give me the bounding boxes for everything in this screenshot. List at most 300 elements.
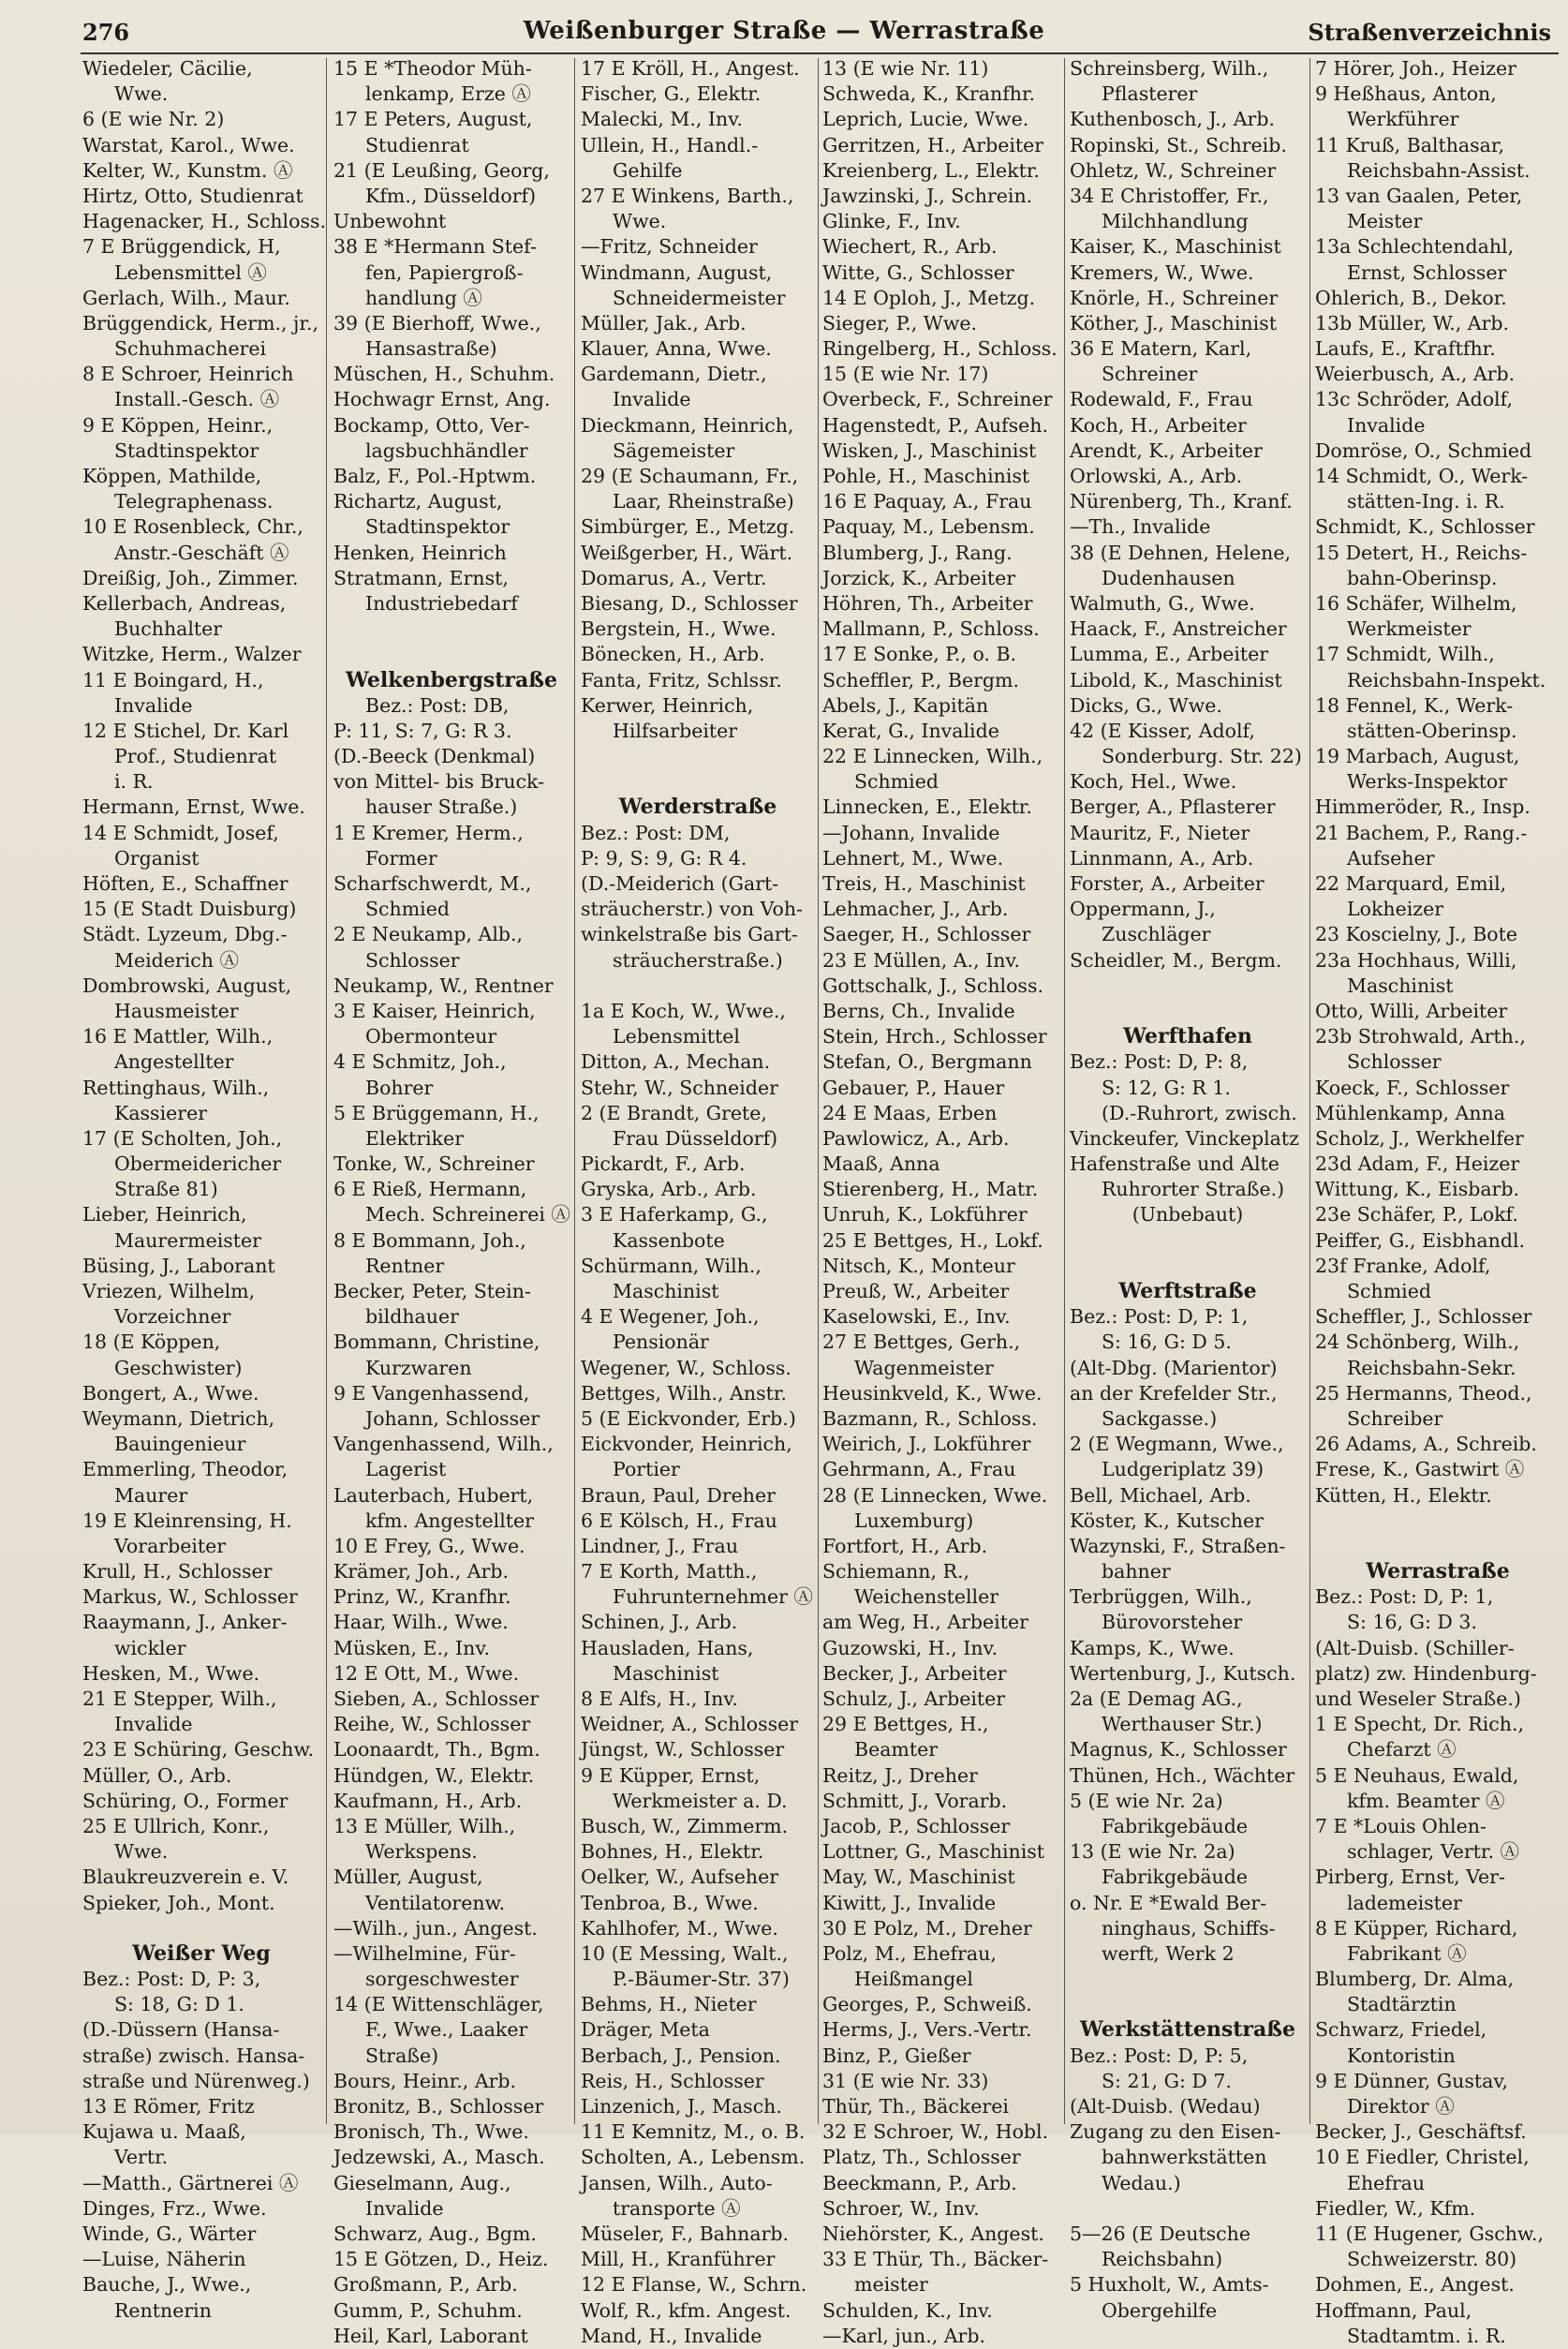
directory-entry-line: Bez.: Post: DM, — [581, 821, 731, 844]
directory-entry-line: Kontoristin — [1347, 2044, 1456, 2067]
directory-entry-line: 13 (E wie Nr. 2a) — [1070, 1840, 1235, 1864]
directory-entry-line: Fabrikant Ⓐ — [1347, 1941, 1467, 1965]
directory-entry-line: Witte, G., Schlosser — [822, 260, 1014, 284]
directory-entry-line: Straße 81) — [114, 1178, 218, 1201]
directory-entry-line: Bönecken, H., Arb. — [581, 643, 765, 666]
directory-entry-line: Hausmeister — [114, 999, 239, 1022]
directory-entry-line: Schmidt, K., Schlosser — [1315, 515, 1535, 539]
directory-entry-line: Laufs, E., Kraftfhr. — [1315, 337, 1496, 361]
directory-entry-line: lademeister — [1347, 1891, 1462, 1914]
directory-entry-line: Kelter, W., Kunstm. Ⓐ — [82, 158, 293, 182]
directory-entry-line: Peiffer, G., Eisbhandl. — [1315, 1228, 1526, 1252]
directory-entry-line: bahner — [1102, 1560, 1171, 1583]
directory-entry-line: Abels, J., Kapitän — [822, 693, 989, 717]
directory-entry-line: Henken, Heinrich — [333, 541, 507, 564]
directory-entry-line: bildhauer — [365, 1305, 459, 1329]
directory-entry-line: Wedau.) — [1102, 2171, 1181, 2194]
directory-entry-line: 17 E Peters, August, — [333, 108, 533, 131]
directory-entry-line: Kaselowski, E., Inv. — [822, 1305, 1011, 1329]
directory-entry-line: 21 E Stepper, Wilh., — [82, 1687, 277, 1710]
directory-entry-line: Obergehilfe — [1102, 2298, 1218, 2322]
directory-entry-line: (D.-Meiderich (Gart- — [581, 872, 779, 895]
directory-entry-line: Lieber, Heinrich, — [82, 1203, 247, 1227]
directory-entry-line: Gerlach, Wilh., Maur. — [82, 286, 290, 309]
section-title: Straßenverzeichnis — [1308, 19, 1551, 46]
directory-entry-line: Müller, Jak., Arb. — [581, 311, 747, 335]
directory-entry-line: Jedzewski, A., Masch. — [333, 2146, 545, 2169]
directory-entry-line: Warstat, Karol., Wwe. — [82, 133, 295, 156]
directory-entry-line: Städt. Lyzeum, Dbg.- — [82, 923, 288, 946]
directory-entry-line: Bez.: Post: DB, — [365, 693, 510, 717]
directory-entry-line: Arendt, K., Arbeiter — [1070, 439, 1263, 462]
directory-entry-line: Lebensmittel — [613, 1025, 740, 1048]
directory-entry-line: 18 (E Köppen, — [82, 1331, 221, 1354]
directory-entry-line: —Karl, jun., Arb. — [822, 2324, 985, 2347]
directory-entry-line: Ohletz, W., Schreiner — [1070, 158, 1277, 182]
directory-entry-line: 2 (E Brandt, Grete, — [581, 1101, 767, 1124]
directory-entry-line: Schmied — [365, 898, 450, 921]
directory-entry-line: Ullein, H., Handl.- — [581, 133, 759, 156]
directory-entry-line: Lokheizer — [1347, 898, 1444, 921]
directory-entry-line: 21 Bachem, P., Rang.- — [1315, 821, 1528, 844]
directory-entry-line: Forster, A., Arbeiter — [1070, 872, 1265, 895]
directory-entry-line: Biesang, D., Schlosser — [581, 591, 798, 615]
directory-entry-line: Sieger, P., Wwe. — [822, 311, 978, 335]
directory-entry-line: Rettinghaus, Wilh., — [82, 1076, 270, 1099]
directory-entry-line: Eickvonder, Heinrich, — [581, 1433, 792, 1456]
directory-entry-line: Behms, H., Nieter — [581, 1993, 757, 2016]
blank-line — [333, 642, 570, 667]
directory-entry-line: Kremers, W., Wwe. — [1070, 260, 1254, 284]
directory-entry-line: Büsing, J., Laborant — [82, 1254, 275, 1277]
directory-entry-line: Ringelberg, H., Schloss. — [822, 337, 1058, 361]
street-heading: Werrastraße — [1366, 1559, 1510, 1584]
street-heading: Werderstraße — [618, 795, 777, 820]
directory-entry-line: lenkamp, Erze Ⓐ — [365, 82, 531, 106]
directory-entry-line: 13 E Müller, Wilh., — [333, 1814, 516, 1837]
blank-line — [1315, 1509, 1561, 1534]
directory-entry-line: Krämer, Joh., Arb. — [333, 1560, 510, 1583]
directory-entry-line: Scheffler, P., Bergm. — [822, 668, 1019, 691]
directory-entry-line: 32 E Schroer, W., Hobl. — [822, 2120, 1049, 2144]
directory-entry-line: Bez.: Post: D, P: 1, — [1070, 1305, 1249, 1329]
directory-entry-line: (D.-Ruhrort, zwisch. — [1102, 1101, 1297, 1124]
directory-entry-line: Bazmann, R., Schloss. — [822, 1406, 1038, 1430]
directory-entry-line: 23e Schäfer, P., Lokf. — [1315, 1203, 1518, 1227]
directory-entry-line: Werkführer — [1347, 108, 1459, 131]
directory-entry-line: Glinke, F., Inv. — [822, 210, 961, 233]
directory-entry-line: Vorzeichner — [114, 1305, 231, 1329]
directory-entry-line: Stadtärztin — [1347, 1993, 1457, 2016]
directory-entry-line: Sackgasse.) — [1102, 1406, 1218, 1430]
directory-entry-line: Hausladen, Hans, — [581, 1636, 754, 1659]
directory-entry-line: Lebensmittel Ⓐ — [114, 260, 267, 284]
directory-entry-line: Linnecken, E., Elektr. — [822, 795, 1032, 819]
directory-entry-line: 14 E Oploh, J., Metzg. — [822, 286, 1036, 309]
directory-entry-line: 13c Schröder, Adolf, — [1315, 388, 1513, 411]
directory-entry-line: Weymann, Dietrich, — [82, 1406, 275, 1430]
directory-entry-line: Lindner, J., Frau — [581, 1534, 739, 1557]
directory-entry-line: Wwe. — [613, 210, 667, 233]
directory-entry-line: Hilfsarbeiter — [613, 719, 738, 742]
directory-entry-line: 5 (E Eickvonder, Erb.) — [581, 1406, 796, 1430]
directory-entry-line: Kütten, H., Elektr. — [1315, 1483, 1492, 1507]
directory-entry-line: 17 E Kröll, H., Angest. — [581, 57, 800, 80]
directory-entry-line: 4 E Wegener, Joh., — [581, 1305, 760, 1329]
directory-entry-line: Schlosser — [1347, 1050, 1442, 1074]
column-divider — [326, 58, 327, 2124]
directory-entry-line: 5 (E wie Nr. 2a) — [1070, 1789, 1223, 1812]
directory-entry-line: an der Krefelder Str., — [1070, 1381, 1278, 1405]
directory-entry-line: Schürmann, Wilh., — [581, 1254, 762, 1277]
directory-entry-line: Bell, Michael, Arb. — [1070, 1483, 1251, 1507]
directory-entry-line: kfm. Angestellter — [365, 1509, 534, 1532]
directory-entry-line: Schroer, W., Inv. — [822, 2196, 980, 2220]
directory-entry-line: Laar, Rheinstraße) — [613, 490, 794, 513]
directory-entry-line: 6 (E wie Nr. 2) — [82, 108, 225, 131]
blank-line — [1070, 2196, 1306, 2222]
directory-entry-line: Markus, W., Schlosser — [82, 1585, 298, 1609]
directory-entry-line: 23 E Schüring, Geschw. — [82, 1738, 315, 1762]
directory-entry-line: —Luise, Näherin — [82, 2248, 246, 2271]
directory-entry-line: Witzke, Herm., Walzer — [82, 643, 302, 666]
directory-entry-line: F., Wwe., Laaker — [365, 2018, 528, 2042]
directory-entry-line: Werkmeister a. D. — [613, 1789, 788, 1812]
running-title: Weißenburger Straße — Werrastraße — [523, 17, 1045, 45]
directory-entry-line: Schweda, K., Kranfhr. — [822, 82, 1036, 106]
directory-entry-line: 16 E Paquay, A., Frau — [822, 490, 1032, 513]
column-5 — [1070, 56, 1306, 2322]
header-rule — [81, 52, 1559, 54]
directory-entry-line: Blumberg, J., Rang. — [822, 541, 1013, 564]
directory-entry-line: Maschinist — [613, 1280, 719, 1302]
directory-entry-line: 11 E Boingard, H., — [82, 668, 264, 691]
directory-entry-line: Loonaardt, Th., Bgm. — [333, 1738, 540, 1762]
directory-entry-line: stätten-Ing. i. R. — [1347, 490, 1505, 513]
directory-entry-line: —Th., Invalide — [1070, 515, 1211, 539]
directory-entry-line: bahn-Oberinsp. — [1347, 566, 1498, 589]
directory-entry-line: Gieselmann, Aug., — [333, 2171, 511, 2194]
directory-entry-line: Pensionär — [613, 1331, 709, 1354]
directory-entry-line: 5 Huxholt, W., Amts- — [1070, 2273, 1269, 2297]
directory-entry-line: Höften, E., Schaffner — [82, 872, 288, 895]
blank-line — [581, 769, 815, 795]
directory-entry-line: Stierenberg, H., Matr. — [822, 1178, 1039, 1201]
directory-entry-line: 9 E Köppen, Heinr., — [82, 413, 274, 437]
directory-entry-line: S: 18, G: D 1. — [114, 1993, 244, 2016]
directory-entry-line: Lagerist — [365, 1458, 447, 1481]
directory-entry-line: Werkmeister — [1347, 617, 1472, 641]
directory-entry-line: von Mittel- bis Bruck- — [333, 770, 545, 794]
directory-entry-line: Sieben, A., Schlosser — [333, 1687, 540, 1710]
directory-entry-line: Preuß, W., Arbeiter — [822, 1280, 1010, 1302]
directory-entry-line: 8 E Schroer, Heinrich — [82, 363, 294, 386]
directory-entry-line: Stefan, O., Bergmann — [822, 1050, 1032, 1074]
directory-entry-line: Mill, H., Kranführer — [581, 2248, 776, 2271]
directory-entry-line: Scholz, J., Werkhelfer — [1315, 1126, 1524, 1150]
directory-entry-line: —Wilh., jun., Angest. — [333, 1916, 538, 1940]
directory-entry-line: Gumm, P., Schuhm. — [333, 2298, 523, 2322]
directory-entry-line: Schreinsberg, Wilh., — [1070, 57, 1269, 80]
directory-entry-line: Sonderburg. Str. 22) — [1102, 745, 1302, 768]
directory-entry-line: Dombrowski, August, — [82, 974, 292, 997]
directory-entry-line: (D.-Düssern (Hansa- — [82, 2018, 280, 2042]
directory-entry-line: Hoffmann, Paul, — [1315, 2298, 1472, 2322]
directory-entry-line: Fabrikgebäude — [1102, 1814, 1249, 1837]
directory-entry-line: 23 Koscielny, J., Bote — [1315, 923, 1518, 946]
directory-entry-line: Pirberg, Ernst, Ver- — [1315, 1866, 1505, 1889]
directory-entry-line: Reichsbahn) — [1102, 2248, 1223, 2271]
directory-entry-line: P: 9, S: 9, G: R 4. — [581, 846, 747, 870]
directory-entry-line: Aufseher — [1347, 846, 1435, 870]
street-heading: Weißer Weg — [132, 1940, 271, 1966]
directory-entry-line: Reis, H., Schlosser — [581, 2069, 764, 2092]
blank-line — [1315, 1534, 1561, 1559]
directory-entry-line: 5—26 (E Deutsche — [1070, 2222, 1250, 2245]
directory-entry-line: Stadtinspektor — [114, 439, 259, 462]
directory-entry-line: Ditton, A., Mechan. — [581, 1050, 771, 1074]
directory-entry-line: Magnus, K., Schlosser — [1070, 1738, 1287, 1762]
directory-entry-line: Maschinist — [613, 1661, 719, 1685]
directory-entry-line: 9 Heßhaus, Anton, — [1315, 82, 1497, 106]
directory-entry-line: (Alt-Dbg. (Marientor) — [1070, 1356, 1278, 1379]
directory-entry-line: wickler — [114, 1636, 186, 1659]
directory-entry-line: Scheffler, J., Schlosser — [1315, 1305, 1532, 1329]
directory-entry-line: 36 E Matern, Karl, — [1070, 337, 1252, 361]
directory-entry-line: Jansen, Wilh., Auto- — [581, 2171, 773, 2194]
directory-entry-line: 11 E Kemnitz, M., o. B. — [581, 2120, 806, 2144]
directory-entry-line: Jorzick, K., Arbeiter — [822, 566, 1016, 589]
directory-entry-line: Meister — [1347, 210, 1423, 233]
directory-entry-line: Hochwagr Ernst, Ang. — [333, 388, 551, 411]
directory-entry-line: Scheidler, M., Bergm. — [1070, 948, 1282, 972]
directory-entry-line: Chefarzt Ⓐ — [1347, 1738, 1457, 1762]
directory-entry-line: 38 (E Dehnen, Helene, — [1070, 541, 1291, 564]
directory-entry-line: 14 (E Wittenschläger, — [333, 1993, 544, 2016]
directory-entry-line: Pickardt, F., Arb. — [581, 1152, 746, 1176]
directory-entry-line: Invalide — [1347, 413, 1426, 437]
directory-entry-line: Schuhmacherei — [114, 337, 267, 361]
directory-entry-line: Blaukreuzverein e. V. — [82, 1866, 289, 1889]
directory-entry-line: 33 E Thür, Th., Bäcker- — [822, 2248, 1049, 2271]
directory-entry-line: Wiedeler, Cäcilie, — [82, 57, 253, 80]
directory-entry-line: Dräger, Meta — [581, 2018, 710, 2042]
directory-entry-line: Leprich, Lucie, Wwe. — [822, 108, 1029, 131]
directory-entry-line: Ernst, Schlosser — [1347, 260, 1507, 284]
directory-entry-line: Fuhrunternehmer Ⓐ — [613, 1585, 813, 1609]
directory-entry-line: kfm. Beamter Ⓐ — [1347, 1789, 1505, 1812]
directory-entry-line: stätten-Oberinsp. — [1347, 719, 1517, 742]
directory-entry-line: Simbürger, E., Metzg. — [581, 515, 795, 539]
column-2 — [333, 56, 570, 2347]
directory-entry-line: May, W., Maschinist — [822, 1866, 1015, 1889]
directory-entry-line: Müschen, H., Schuhm. — [333, 363, 555, 386]
directory-entry-line: Wertenburg, J., Kutsch. — [1070, 1661, 1296, 1685]
directory-entry-line: Bettges, Wilh., Anstr. — [581, 1381, 787, 1405]
directory-entry-line: Milchhandlung — [1102, 210, 1249, 233]
directory-entry-line: Nitsch, K., Monteur — [822, 1254, 1015, 1277]
directory-entry-line: Krull, H., Schlosser — [82, 1560, 273, 1583]
directory-entry-line: Prinz, W., Kranfhr. — [333, 1585, 511, 1609]
directory-entry-line: Organist — [114, 846, 200, 870]
directory-entry-line: 42 (E Kisser, Adolf, — [1070, 719, 1255, 742]
directory-entry-line: Weißgerber, H., Wärt. — [581, 541, 793, 564]
directory-entry-line: Brüggendick, Herm., jr., — [82, 311, 318, 335]
directory-entry-line: Weichensteller — [854, 1585, 999, 1609]
directory-entry-line: Braun, Paul, Dreher — [581, 1483, 776, 1507]
directory-entry-line: Schreiner — [1102, 363, 1198, 386]
directory-entry-line: 28 (E Linnecken, Wwe. — [822, 1483, 1048, 1507]
directory-entry-line: Dohmen, E., Angest. — [1315, 2273, 1515, 2297]
directory-entry-line: ninghaus, Schiffs- — [1102, 1916, 1276, 1940]
directory-entry-line: Lottner, G., Maschinist — [822, 1840, 1045, 1864]
directory-entry-line: 2 E Neukamp, Alb., — [333, 923, 524, 946]
directory-entry-line: Kiwitt, J., Invalide — [822, 1891, 997, 1914]
directory-entry-line: Nürenberg, Th., Kranf. — [1070, 490, 1293, 513]
directory-entry-line: Bohnes, H., Elektr. — [581, 1840, 764, 1864]
directory-entry-line: i. R. — [114, 770, 154, 794]
directory-entry-line: Unbewohnt — [333, 210, 447, 233]
directory-entry-line: Beeckmann, P., Arb. — [822, 2171, 1017, 2194]
directory-entry-line: Reihe, W., Schlosser — [333, 1713, 531, 1736]
blank-line — [333, 617, 570, 642]
directory-entry-line: Müseler, F., Bahnarb. — [581, 2222, 790, 2245]
directory-entry-line: Invalide — [365, 2196, 444, 2220]
directory-entry-line: Gehilfe — [613, 158, 683, 182]
page-header — [0, 0, 1568, 56]
directory-entry-line: Schulden, K., Inv. — [822, 2298, 993, 2322]
directory-entry-line: 9 E Dünner, Gustav, — [1315, 2069, 1509, 2092]
directory-entry-line: 13 E Römer, Fritz — [82, 2095, 255, 2118]
directory-entry-line: P: 11, S: 7, G: R 3. — [333, 719, 512, 742]
directory-entry-line: Portier — [613, 1458, 680, 1481]
directory-entry-line: 10 E Frey, G., Wwe. — [333, 1534, 525, 1557]
directory-entry-line: am Weg, H., Arbeiter — [822, 1611, 1028, 1634]
directory-entry-line: Weirich, J., Lokführer — [822, 1433, 1031, 1456]
directory-entry-line: Stratmann, Ernst, — [333, 566, 509, 589]
directory-entry-line: 39 (E Bierhoff, Wwe., — [333, 311, 541, 335]
directory-entry-line: Bongert, A., Wwe. — [82, 1381, 259, 1405]
column-divider — [574, 58, 575, 2124]
directory-entry-line: Köppen, Mathilde, — [82, 465, 262, 487]
directory-entry-line: Kaufmann, H., Arb. — [333, 1789, 523, 1812]
directory-entry-line: Himmeröder, R., Insp. — [1315, 795, 1531, 819]
directory-entry-line: Pohle, H., Maschinist — [822, 465, 1030, 487]
directory-entry-line: 25 Hermanns, Theod., — [1315, 1381, 1532, 1405]
directory-entry-line: 29 (E Schaumann, Fr., — [581, 465, 799, 487]
directory-entry-line: 4 E Schmitz, Joh., — [333, 1050, 507, 1074]
directory-entry-line: Schreiber — [1347, 1406, 1443, 1430]
directory-entry-line: Mühlenkamp, Anna — [1315, 1101, 1505, 1124]
directory-entry-line: Berns, Ch., Invalide — [822, 999, 1015, 1022]
directory-entry-line: Knörle, H., Schreiner — [1070, 286, 1279, 309]
directory-entry-line: Linzenich, J., Masch. — [581, 2095, 782, 2118]
directory-entry-line: Hirtz, Otto, Studienrat — [82, 184, 303, 207]
directory-entry-line: Zuschläger — [1102, 923, 1211, 946]
directory-entry-line: Thünen, Hch., Wächter — [1070, 1763, 1295, 1787]
directory-entry-line: Georges, P., Schweiß. — [822, 1993, 1032, 2016]
directory-entry-line: Sägemeister — [613, 439, 735, 462]
directory-entry-line: handlung Ⓐ — [365, 286, 482, 309]
directory-entry-line: Schmied — [854, 770, 939, 794]
directory-entry-line: Kerwer, Heinrich, — [581, 693, 754, 717]
column-divider — [818, 58, 819, 2124]
directory-entry-line: 15 (E wie Nr. 17) — [822, 363, 989, 386]
directory-entry-line: straße) zwisch. Hansa- — [82, 2044, 305, 2067]
directory-entry-line: Raaymann, J., Anker- — [82, 1611, 288, 1634]
directory-entry-line: Kfm., Düsseldorf) — [365, 184, 537, 207]
directory-entry-line: Hündgen, W., Elektr. — [333, 1763, 535, 1787]
directory-entry-line: Bronisch, Th., Wwe. — [333, 2120, 529, 2144]
directory-entry-line: Invalide — [613, 388, 691, 411]
directory-entry-line: Weierbusch, A., Arb. — [1315, 363, 1516, 386]
directory-entry-line: Wagenmeister — [854, 1356, 994, 1379]
directory-entry-line: Gehrmann, A., Frau — [822, 1458, 1016, 1481]
directory-entry-line: Reichsbahn-Assist. — [1347, 158, 1531, 182]
directory-entry-line: Weidner, A., Schlosser — [581, 1713, 799, 1736]
directory-entry-line: Platz, Th., Schlosser — [822, 2146, 1021, 2169]
blank-line — [82, 1916, 320, 1941]
directory-entry-line: 15 E *Theodor Müh- — [333, 57, 532, 80]
directory-entry-line: Becker, J., Geschäftsf. — [1315, 2120, 1527, 2144]
directory-entry-line: Kamps, K., Wwe. — [1070, 1636, 1235, 1659]
directory-entry-line: 21 (E Leußing, Georg, — [333, 158, 550, 182]
directory-entry-line: P.-Bäumer-Str. 37) — [613, 1968, 790, 1991]
directory-entry-line: —Fritz, Schneider — [581, 235, 758, 259]
directory-entry-line: Fanta, Fritz, Schlssr. — [581, 668, 782, 691]
column-3 — [581, 56, 815, 2347]
directory-entry-line: Bockamp, Otto, Ver- — [333, 413, 530, 437]
directory-entry-line: Bronitz, B., Schlosser — [333, 2095, 544, 2118]
directory-entry-line: und Weseler Straße.) — [1315, 1687, 1521, 1710]
directory-entry-line: Rodewald, F., Frau — [1070, 388, 1253, 411]
directory-entry-line: Frese, K., Gastwirt Ⓐ — [1315, 1458, 1525, 1481]
directory-entry-line: Direktor Ⓐ — [1347, 2095, 1455, 2118]
directory-entry-line: Neukamp, W., Rentner — [333, 974, 554, 997]
directory-entry-line: Treis, H., Maschinist — [822, 872, 1026, 895]
directory-entry-line: Fiedler, W., Kfm. — [1315, 2196, 1476, 2220]
directory-entry-line: Müller, O., Arb. — [82, 1763, 232, 1787]
directory-entry-line: Berger, A., Pflasterer — [1070, 795, 1276, 819]
directory-entry-line: 9 E Küpper, Ernst, — [581, 1763, 761, 1787]
directory-entry-line: sträucherstr.) von Voh- — [581, 898, 803, 921]
directory-entry-line: 13 van Gaalen, Peter, — [1315, 184, 1523, 207]
directory-entry-line: Prof., Studienrat — [114, 745, 277, 768]
directory-entry-line: Ventilatorenw. — [365, 1891, 506, 1914]
column-1 — [82, 56, 327, 2322]
directory-entry-line: Müsken, E., Inv. — [333, 1636, 490, 1659]
directory-entry-line: Buchhalter — [114, 617, 223, 641]
directory-entry-line: Gryska, Arb., Arb. — [581, 1178, 757, 1201]
directory-entry-line: 17 Schmidt, Wilh., — [1315, 643, 1495, 666]
directory-entry-line: Lehnert, M., Wwe. — [822, 846, 1004, 870]
directory-entry-line: Maurer — [114, 1483, 188, 1507]
directory-entry-line: Bez.: Post: D, P: 8, — [1070, 1050, 1249, 1074]
directory-entry-line: Kerat, G., Invalide — [822, 719, 999, 742]
directory-entry-line: 13 (E wie Nr. 11) — [822, 57, 989, 80]
directory-entry-line: Herms, J., Vers.-Vertr. — [822, 2018, 1032, 2042]
directory-entry-line: Jawzinski, J., Schrein. — [822, 184, 1033, 207]
blank-line — [581, 744, 815, 769]
blank-line — [1070, 974, 1306, 999]
directory-entry-line: 7 E Brüggendick, H, — [82, 235, 281, 259]
directory-entry-line: Stein, Hrch., Schlosser — [822, 1025, 1047, 1048]
directory-entry-line: Hafenstraße und Alte — [1070, 1152, 1280, 1176]
directory-entry-line: Haar, Wilh., Wwe. — [333, 1611, 509, 1634]
directory-entry-line: Schneidermeister — [613, 286, 786, 309]
directory-entry-line: Otto, Willi, Arbeiter — [1315, 999, 1508, 1022]
directory-entry-line: Maschinist — [1347, 974, 1454, 997]
